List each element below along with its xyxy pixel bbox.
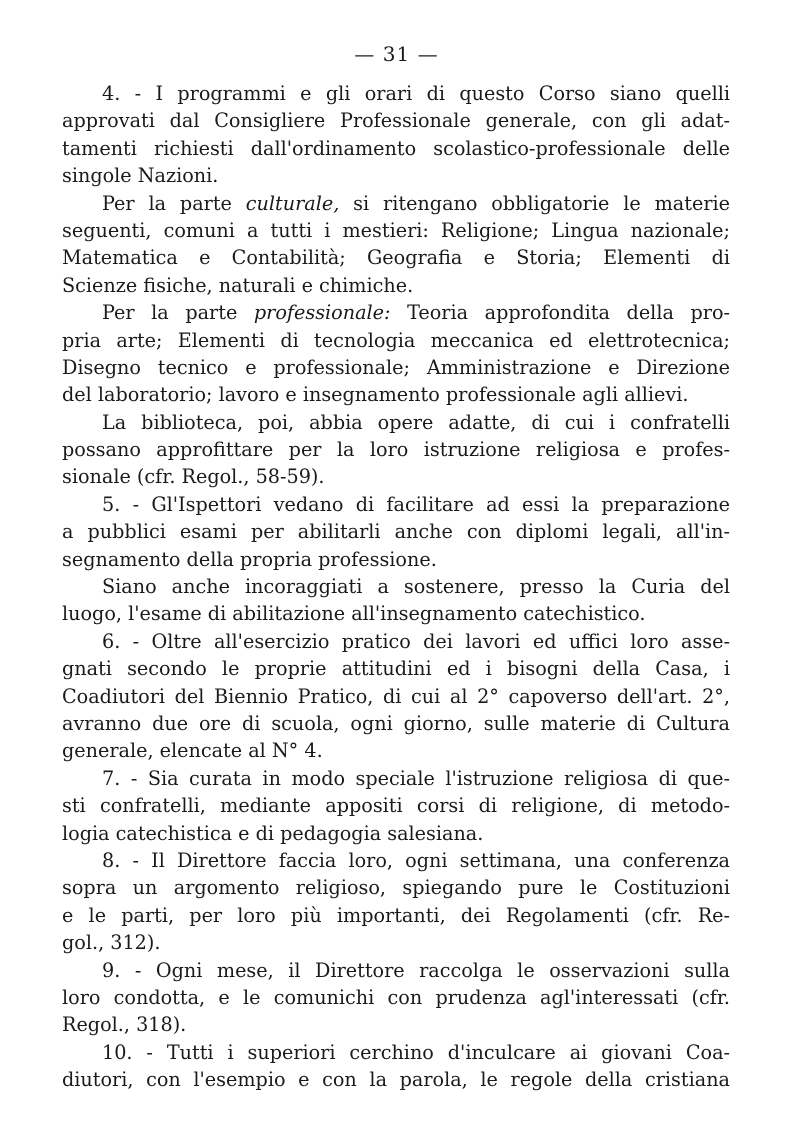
text-line [62,327,730,354]
text-line [62,792,730,819]
italic-term: professionale: [253,301,391,325]
text-line [62,491,730,518]
text-line [62,957,730,984]
text-segment: Matematica e Contabilità; Geografia e Storia; Elementi di [62,246,730,270]
text-line [62,902,730,929]
text-line [62,107,730,134]
text-line [62,655,730,682]
text-segment: 6. - Oltre all'esercizio pratico dei lavori ed uffici loro asse- [102,629,730,653]
text-line [62,162,730,189]
page-number: — 31 — [354,42,439,66]
text-segment: singole Nazioni. [62,164,219,188]
text-line [62,710,730,737]
text-segment: La biblioteca, poi, abbia opere adatte, di cui i confratelli [102,410,730,434]
text-segment: possano approfittare per la loro istruzione religiosa e profes- [62,438,730,462]
text-line [62,354,730,381]
text-segment: Per la parte [102,191,246,215]
text-segment: 4. - I programmi e gli orari di questo Corso siano quelli [102,82,730,105]
text-segment: sionale (cfr. Regol., 58-59). [62,465,325,489]
text-segment: tamenti richiesti dall'ordinamento scolastico-professionale delle [62,136,730,160]
text-line [62,847,730,874]
text-line [62,984,730,1011]
text-line [62,436,730,463]
text-segment: luogo, l'esame di abilitazione all'insegnamento catechistico. [62,602,646,626]
text-segment: loro condotta, e le comunichi con prudenza agl'interessati (cfr. [62,985,730,1009]
text-segment: pria arte; Elementi di tecnologia meccanica ed elettrotecnica; [62,328,730,352]
text-line [62,381,730,408]
text-segment: logia catechistica e di pedagogia salesiana. [62,821,484,845]
text-segment: 5. - Gl'Ispettori vedano di facilitare ad essi la preparazione [102,492,730,516]
text-line [62,765,730,792]
text-line [62,737,730,764]
text-line [62,518,730,545]
text-segment: approvati dal Consigliere Professionale generale, con gli adat- [62,109,730,133]
text-line [62,820,730,847]
italic-term: culturale, [245,191,340,215]
text-segment: del laboratorio; lavoro e insegnamento professionale agli allievi. [62,383,689,407]
text-line [62,217,730,244]
text-segment: diutori, con l'esempio e con la parola, le regole della cristiana [62,1068,730,1092]
text-line [62,190,730,217]
text-segment: Teoria approfondita della pro- [390,301,730,325]
text-segment: generale, elencate al N° 4. [62,739,323,763]
text-segment: 10. - Tutti i superiori cerchino d'inculcare ai giovani Coa- [102,1040,730,1064]
text-line [62,600,730,627]
text-segment: a pubblici esami per abilitarli anche con diplomi legali, all'in- [62,520,730,544]
text-line [62,244,730,271]
text-segment: e le parti, per loro più importanti, dei Regolamenti (cfr. Re- [62,903,730,927]
text-segment: Per la parte [102,301,254,325]
text-line [62,683,730,710]
text-segment: Regol., 318). [62,1013,187,1037]
text-line [62,463,730,490]
text-line [62,1011,730,1038]
text-segment: Disegno tecnico e professionale; Amministrazione e Direzione [62,355,730,379]
text-segment: gnati secondo le proprie attitudini ed i bisogni della Casa, i [62,657,730,681]
text-line [62,272,730,299]
text-segment: 9. - Ogni mese, il Direttore raccolga le osservazioni sulla [102,958,730,982]
text-segment: si ritengano obbligatorie le materie [339,191,730,215]
text-line [62,1039,730,1066]
text-segment: 8. - Il Direttore faccia loro, ogni settimana, una conferenza [102,848,730,872]
text-segment: Siano anche incoraggiati a sostenere, presso la Curia del [102,575,730,599]
text-line [62,874,730,901]
text-segment: seguenti, comuni a tutti i mestieri: Religione; Lingua nazionale; [62,218,730,242]
text-line [62,929,730,956]
text-segment: gol., 312). [62,931,161,955]
text-line [62,135,730,162]
text-line [62,409,730,436]
text-segment: Scienze fisiche, naturali e chimiche. [62,273,414,297]
text-line [62,546,730,573]
text-segment: avranno due ore di scuola, ogni giorno, sulle materie di Cultura [62,711,730,735]
text-segment: segnamento della propria professione. [62,547,437,571]
text-segment: sti confratelli, mediante appositi corsi di religione, di metodo- [62,794,730,818]
text-segment: sopra un argomento religioso, spiegando pure le Costituzioni [62,876,730,900]
text-segment: 7. - Sia curata in modo speciale l'istruzione religiosa di que- [102,766,730,790]
text-line [62,573,730,600]
text-segment: Coadiutori del Biennio Pratico, di cui al 2° capoverso dell'art. 2°, [62,684,730,708]
text-line [62,628,730,655]
body-text [62,80,730,1093]
text-line [62,80,730,107]
text-line [62,299,730,326]
text-line [62,1066,730,1093]
